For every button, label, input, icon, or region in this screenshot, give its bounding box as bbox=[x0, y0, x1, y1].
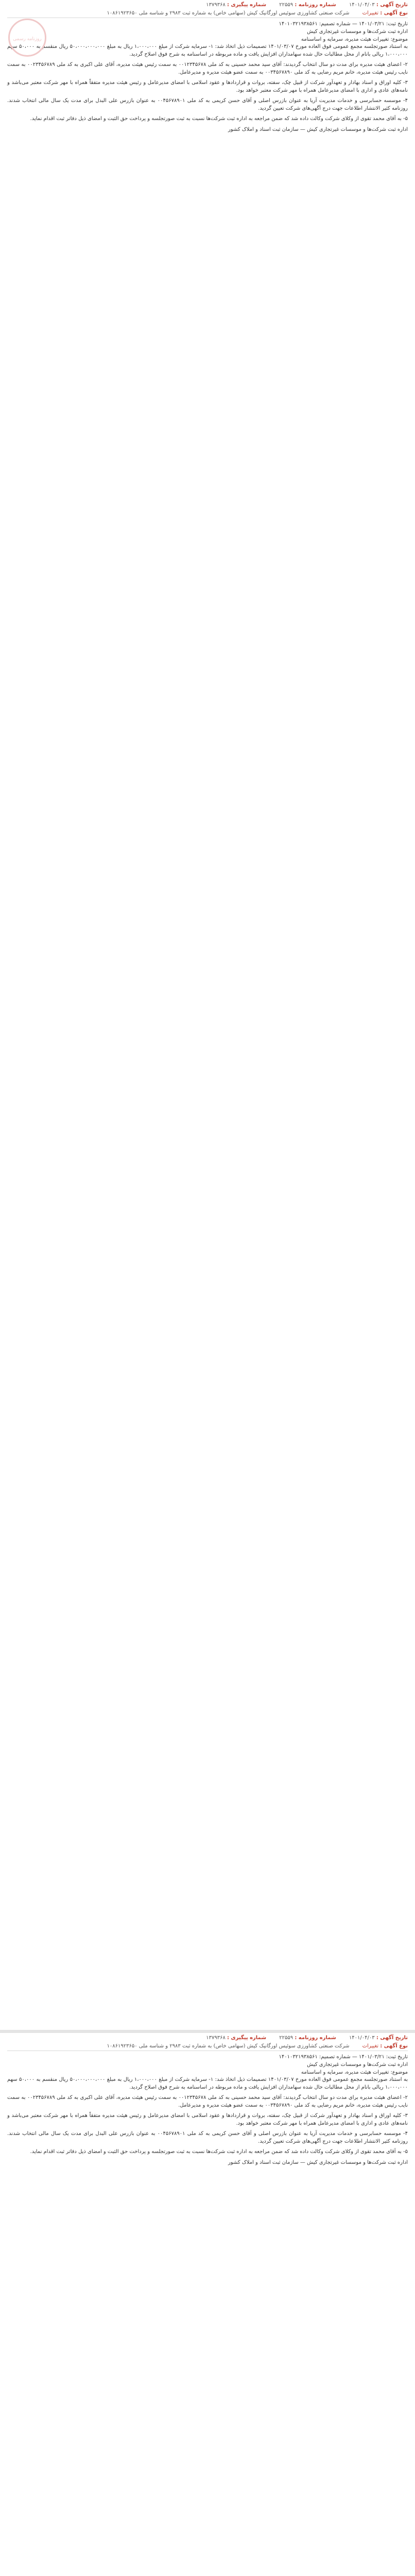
ad-type-value: تغییرات bbox=[362, 2043, 379, 2049]
paragraph: اداره ثبت شرکت‌ها و موسسات غیرتجاری کیش — سازمان ثبت اسناد و املاک کشور bbox=[228, 2159, 408, 2165]
paragraph: ۴- موسسه حسابرسی و خدمات مدیریت آریا به عنوان بازرس اصلی و آقای حسن کریمی به کد ملی ۰۰۴۵۶۷۸۹۰۱ به عنوان بازرس علی البدل برای مدت یک سال مالی انتخاب شدند. روزنامه کثیر الانتشار اطلاعات جهت درج آگهی‌های شرکت تعیین گردید. bbox=[7, 2131, 408, 2144]
tracking-label: شماره پیگیری : bbox=[227, 2, 267, 8]
paragraph: ۳- کلیه اوراق و اسناد بهادار و تعهدآور شرکت از قبیل چک، سفته، بروات و قراردادها و عقود اسلامی با امضای مدیرعامل و رئیس هیئت مدیره متفقاً همراه با مهر شرکت معتبر می‌باشد و نامه‌های عادی و اداری با امضای مدیرعامل همراه با مهر شرکت معتبر خواهد بود. bbox=[7, 2113, 408, 2126]
issue-value: ۲۲۵۵۹ bbox=[279, 2035, 293, 2041]
paragraph: به استناد صورتجلسه مجمع عمومی فوق العاده مورخ ۱۴۰۱/۰۳/۰۷ تصمیمات ذیل اتخاذ شد: ۱- سرمایه شرکت از مبلغ ۱،۰۰۰،۰۰۰ ریال به مبلغ ۵۰،۰۰۰،۰۰۰،۰۰۰ ریال منقسم به ۵۰،۰۰۰ سهم ۱،۰۰۰،۰۰۰ ریالی بانام از محل مطالبات حال شده سهامداران افزایش یافت و ماده مربوطه در اساسنامه به شرح فوق اصلاح گردید. bbox=[7, 44, 408, 57]
meta-subject-line: موضوع: تغییرات هیئت مدیره، سرمایه و اساسنامه bbox=[301, 2070, 408, 2075]
paragraph: ۲- اعضای هیئت مدیره برای مدت دو سال انتخاب گردیدند: آقای سید محمد حسینی به کد ملی ۰۰۱۲۳۴۵۶۷۸ به سمت رئیس هیئت مدیره، آقای علی اکبری به کد ملی ۰۰۲۳۴۵۶۷۸۹ به سمت نایب رئیس هیئت مدیره، خانم مریم رضایی به کد ملی ۰۰۳۴۵۶۷۸۹۰ به سمت عضو هیئت مدیره و مدیرعامل. bbox=[7, 2095, 408, 2108]
ad-type-label: نوع آگهی : bbox=[380, 2043, 408, 2049]
meta-date-line: تاریخ ثبت: ۱۴۰۱/۰۳/۲۱ — شماره تصمیم: ۱۴۰۱۰۳۲۱۹۳۸۵۶۱ bbox=[279, 2054, 408, 2060]
issue-label: شماره روزنامه : bbox=[295, 2, 336, 8]
ad-header bbox=[7, 0, 408, 18]
ad-type-value: تغییرات bbox=[362, 10, 379, 16]
tracking-label: شماره پیگیری : bbox=[227, 2035, 267, 2041]
tracking-value: ۱۳۷۹۳۶۸ bbox=[206, 2035, 226, 2041]
newspaper-page-2 bbox=[0, 2033, 415, 2576]
ad-type-row bbox=[7, 2042, 408, 2050]
date-value: ۱۴۰۱/۰۴/۰۳ bbox=[349, 2035, 375, 2041]
tracking-value: ۱۳۷۹۳۶۸ bbox=[206, 2, 226, 8]
ad-type-label: نوع آگهی : bbox=[380, 10, 408, 16]
ad-body bbox=[7, 43, 408, 133]
date-label: تاریخ آگهی : bbox=[376, 2, 408, 8]
ad-header-row bbox=[7, 1, 408, 9]
issue-label: شماره روزنامه : bbox=[295, 2035, 336, 2041]
paragraph: ۵- به آقای محمد تقوی از وکلای شرکت وکالت داده شد که ضمن مراجعه به اداره ثبت شرکت‌ها نسبت به ثبت صورتجلسه و پرداخت حق الثبت و امضای ذیل دفاتر ثبت اقدام نماید. bbox=[30, 116, 408, 122]
paragraph: ۳- کلیه اوراق و اسناد بهادار و تعهدآور شرکت از قبیل چک، سفته، بروات و قراردادها و عقود اسلامی با امضای مدیرعامل و رئیس هیئت مدیره متفقاً همراه با مهر شرکت معتبر می‌باشد و نامه‌های عادی و اداری با امضای مدیرعامل همراه با مهر شرکت معتبر خواهد بود. bbox=[7, 80, 408, 93]
ad-meta bbox=[7, 20, 408, 43]
paragraph: ۲- اعضای هیئت مدیره برای مدت دو سال انتخاب گردیدند: آقای سید محمد حسینی به کد ملی ۰۰۱۲۳۴۵۶۷۸ به سمت رئیس هیئت مدیره، آقای علی اکبری به کد ملی ۰۰۲۳۴۵۶۷۸۹ به سمت نایب رئیس هیئت مدیره، خانم مریم رضایی به کد ملی ۰۰۳۴۵۶۷۸۹۰ به سمت عضو هیئت مدیره و مدیرعامل. bbox=[7, 62, 408, 75]
paragraph: اداره ثبت شرکت‌ها و موسسات غیرتجاری کیش — سازمان ثبت اسناد و املاک کشور bbox=[228, 126, 408, 132]
paragraph: ۴- موسسه حسابرسی و خدمات مدیریت آریا به عنوان بازرس اصلی و آقای حسن کریمی به کد ملی ۰۰۴۵۶۷۸۹۰۱ به عنوان بازرس علی البدل برای مدت یک سال مالی انتخاب شدند. روزنامه کثیر الانتشار اطلاعات جهت درج آگهی‌های شرکت تعیین گردید. bbox=[7, 98, 408, 111]
meta-subject-line: موضوع: تغییرات هیئت مدیره، سرمایه و اساسنامه bbox=[301, 37, 408, 42]
paragraph: ۵- به آقای محمد تقوی از وکلای شرکت وکالت داده شد که ضمن مراجعه به اداره ثبت شرکت‌ها نسبت به ثبت صورتجلسه و پرداخت حق الثبت و امضای ذیل دفاتر ثبت اقدام نماید. bbox=[30, 2149, 408, 2155]
company-line: شرکت صنعتی کشاورزی سوئیس اورگانیک کیش (سهامی خاص) به شماره ثبت ۲۹۸۳ و شناسه ملی ۱۰۸۶۱۹۲۳۶۵۰ bbox=[107, 10, 350, 16]
issue-value: ۲۲۵۵۹ bbox=[279, 2, 293, 8]
date-value: ۱۴۰۱/۰۴/۰۳ bbox=[349, 2, 375, 8]
ad-header bbox=[7, 2033, 408, 2051]
ad-header-row bbox=[7, 2034, 408, 2042]
meta-office-line: اداره ثبت شرکت‌ها و موسسات غیرتجاری کیش bbox=[307, 2062, 408, 2067]
date-label: تاریخ آگهی : bbox=[376, 2035, 408, 2041]
ad-body bbox=[7, 2076, 408, 2166]
watermark-seal: روزنامه رسمی bbox=[8, 19, 46, 57]
company-line: شرکت صنعتی کشاورزی سوئیس اورگانیک کیش (سهامی خاص) به شماره ثبت ۲۹۸۳ و شناسه ملی ۱۰۸۶۱۹۲۳۶۵۰ bbox=[107, 2043, 350, 2049]
paragraph: به استناد صورتجلسه مجمع عمومی فوق العاده مورخ ۱۴۰۱/۰۳/۰۷ تصمیمات ذیل اتخاذ شد: ۱- سرمایه شرکت از مبلغ ۱،۰۰۰،۰۰۰ ریال به مبلغ ۵۰،۰۰۰،۰۰۰،۰۰۰ ریال منقسم به ۵۰،۰۰۰ سهم ۱،۰۰۰،۰۰۰ ریالی بانام از محل مطالبات حال شده سهامداران افزایش یافت و ماده مربوطه در اساسنامه به شرح فوق اصلاح گردید. bbox=[7, 2077, 408, 2090]
ad-type-row bbox=[7, 9, 408, 18]
ad-meta bbox=[7, 2053, 408, 2076]
meta-office-line: اداره ثبت شرکت‌ها و موسسات غیرتجاری کیش bbox=[307, 29, 408, 35]
meta-date-line: تاریخ ثبت: ۱۴۰۱/۰۳/۲۱ — شماره تصمیم: ۱۴۰۱۰۳۲۱۹۳۸۵۶۱ bbox=[279, 21, 408, 27]
